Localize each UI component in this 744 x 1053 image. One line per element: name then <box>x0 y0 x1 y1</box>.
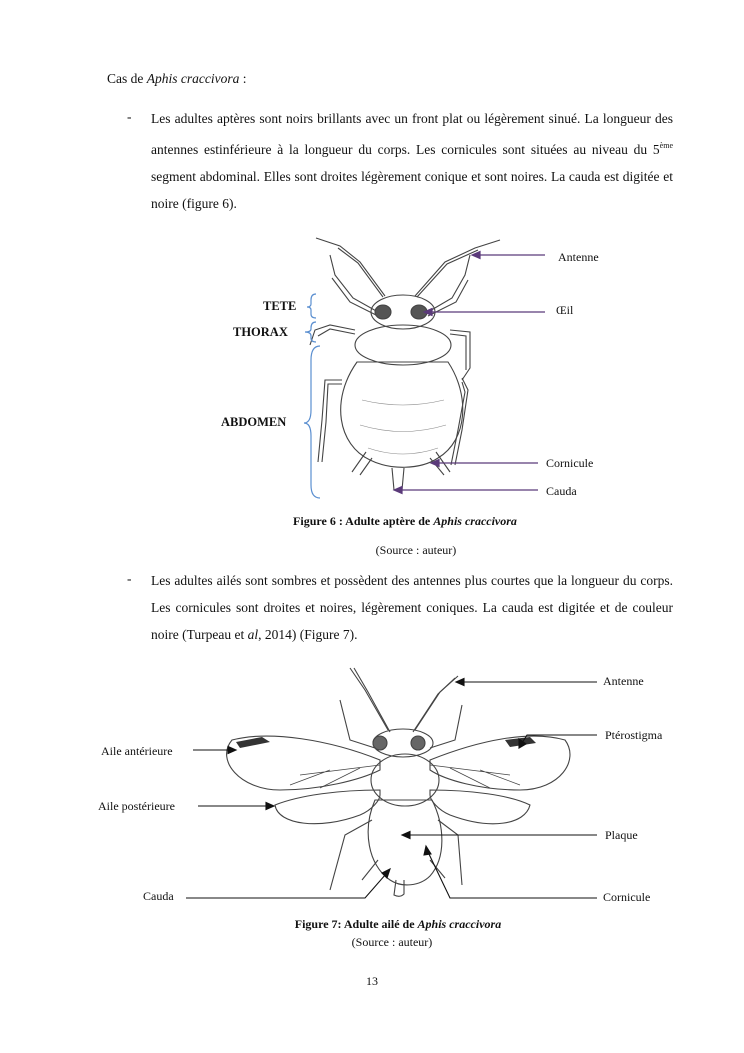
fig6-region-tete: TETE <box>263 299 297 313</box>
figure7-caption-species: Aphis craccivora <box>417 917 502 931</box>
fig6-label-oeil: Œil <box>556 303 574 317</box>
fig7-wing-post-right <box>430 790 530 824</box>
fig7-antenna-left <box>350 668 388 730</box>
figure6-caption-species: Aphis craccivora <box>433 514 517 528</box>
fig7-label-antenne: Antenne <box>603 674 644 688</box>
fig7-label-cauda: Cauda <box>143 889 174 903</box>
fig6-region-abdomen: ABDOMEN <box>221 415 287 429</box>
page-number: 13 <box>366 974 378 988</box>
fig7-label-aile-posterieure: Aile postérieure <box>98 799 175 813</box>
intro-species: Aphis craccivora <box>146 71 240 86</box>
intro-prefix: Cas de <box>107 71 147 86</box>
bullet-dash-1: - <box>127 109 132 124</box>
fig6-label-cauda: Cauda <box>546 484 577 498</box>
fig7-label-pterostigma: Ptérostigma <box>605 728 663 742</box>
para1-text-end: segment abdominal. Elles sont droites légèrement conique et sont noires. La cauda est digitée et noire (figure 6). <box>151 169 673 211</box>
para2-al: al <box>247 627 259 642</box>
figure7-caption-prefix: Figure 7: Adulte ailé de <box>294 917 418 931</box>
fig7-arrow-cauda <box>186 874 386 898</box>
intro-suffix: : <box>239 71 247 86</box>
fig7-pterostigma-left <box>236 737 270 748</box>
para1-superscript: ème <box>659 141 673 150</box>
fig7-wing-post-left <box>275 790 380 824</box>
fig6-region-thorax: THORAX <box>233 325 288 339</box>
fig7-label-aile-anterieure: Aile antérieure <box>101 744 173 758</box>
fig7-label-cornicule: Cornicule <box>603 890 651 904</box>
para1-text: Les adultes aptères sont noirs brillants avec un front plat ou légèrement sinué. La longueur des antennes estinférieure à la longueur du corps. Les cornicules sont situées au niveau du 5 <box>151 111 673 157</box>
fig7-wing-ant-right <box>430 736 570 790</box>
fig7-label-plaque: Plaque <box>605 828 638 842</box>
fig6-label-cornicule: Cornicule <box>546 456 594 470</box>
figure7-caption <box>0 917 744 932</box>
para2-text: Les adultes ailés sont sombres et possèdent des antennes plus courtes que la longueur du corps. Les cornicules sont droites et noires, légèrement coniques. La cauda est digitée et de couleur noire (Turpeau et <box>151 573 673 642</box>
figure6-caption-prefix: Figure 6 : Adulte aptère de <box>293 514 434 528</box>
para2-text-end: , 2014) (Figure 7). <box>258 627 358 642</box>
bullet-dash-2: - <box>127 571 132 586</box>
figure7-source: (Source : auteur) <box>351 935 433 949</box>
fig6-label-antenne: Antenne <box>558 250 599 264</box>
fig7-arrow-cornicule <box>428 852 597 898</box>
fig7-antenna-right <box>415 676 458 730</box>
figure6-source: (Source : auteur) <box>375 543 457 557</box>
